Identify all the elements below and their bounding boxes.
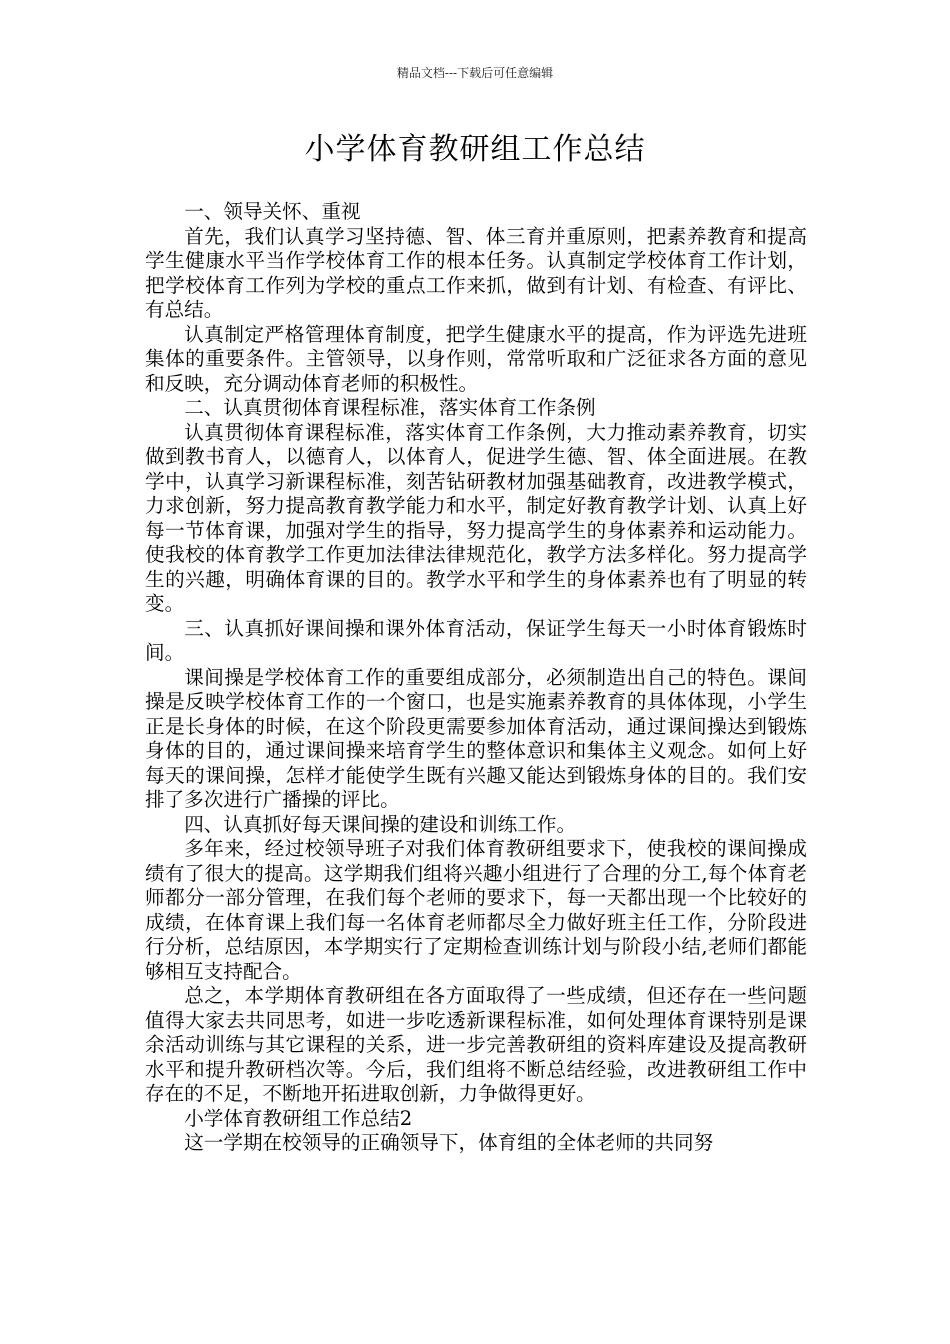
header-note: 精品文档---下载后可任意编辑	[396, 66, 554, 80]
document-title: 小学体育教研组工作总结	[304, 132, 646, 167]
paragraph: 这一学期在校领导的正确领导下，体育组的全体老师的共同努	[184, 1131, 714, 1154]
paragraph: 课间操是学校体育工作的重要组成部分，必须制造出自己的特色。课间操是反映学校体育工作的一个窗口，也是实施素养教育的具体体现，小学生正是长身体的时候，在这个阶段更需要参加体育活动，通过课间操达到锻炼身体的目的，通过课间操来培育学生的整体意识和集体主义观念。如何上好每天的课间操，怎样才能使学生既有兴趣又能达到锻炼身体的目的。我们安排了多次进行广播操的评比。	[145, 665, 807, 811]
section-heading-3: 三、认真抓好课间操和课外体育活动，保证学生每天一小时体育锻炼时间。	[145, 616, 807, 664]
paragraph: 多年来，经过校领导班子对我们体育教研组要求下，使我校的课间操成绩有了很大的提高。这学期我们组将兴趣小组进行了合理的分工,每个体育老师都分一部分管理，在我们每个老师的要求下，每一天都出现一个比较好的成绩，在体育课上我们每一名体育老师都尽全力做好班主任工作，分阶段进行分析，总结原因，本学期实行了定期检查训练计划与阶段小结,老师们都能够相互支持配合。	[145, 837, 807, 983]
section-heading-2: 二、认真贯彻体育课程标准，落实体育工作条例	[184, 396, 596, 419]
section-heading-4: 四、认真抓好每天课间操的建设和训练工作。	[184, 812, 577, 836]
document-body	[145, 200, 807, 1156]
paragraph: 首先，我们认真学习坚持德、智、体三育并重原则，把素养教育和提高学生健康水平当作学校体育工作的根本任务。认真制定学校体育工作计划，把学校体育工作列为学校的重点工作来抓，做到有计划、有检查、有评比、有总结。	[145, 224, 807, 321]
paragraph: 认真贯彻体育课程标准，落实体育工作条例，大力推动素养教育，切实做到教书育人，以德育人，以体育人，促进学生德、智、体全面进展。在教学中，认真学习新课程标准，刻苦钻研教材加强基础教育，改进教学模式，力求创新，努力提高教育教学能力和水平，制定好教育教学计划、认真上好每一节体育课，加强对学生的指导，努力提高学生的身体素养和运动能力。使我校的体育教学工作更加法律法律规范化，教学方法多样化。努力提高学生的兴趣，明确体育课的目的。教学水平和学生的身体素养也有了明显的转变。	[145, 420, 807, 615]
paragraph: 总之，本学期体育教研组在各方面取得了一些成绩，但还存在一些问题值得大家去共同思考，如进一步吃透新课程标准，如何处理体育课特别是课余活动训练与其它课程的关系，进一步完善教研组的资料库建设及提高教研水平和提升教研档次等。今后，我们组将不断总结经验，改进教研组工作中存在的不足，不断地开拓进取创新，力争做得更好。	[145, 984, 807, 1105]
section-heading-1: 一、领导关怀、重视	[184, 200, 361, 223]
paragraph: 认真制定严格管理体育制度，把学生健康水平的提高，作为评选先进班集体的重要条件。主管领导，以身作则，常常听取和广泛征求各方面的意见和反映，充分调动体育老师的积极性。	[145, 322, 807, 395]
subtitle-2: 小学体育教研组工作总结2	[184, 1106, 413, 1130]
